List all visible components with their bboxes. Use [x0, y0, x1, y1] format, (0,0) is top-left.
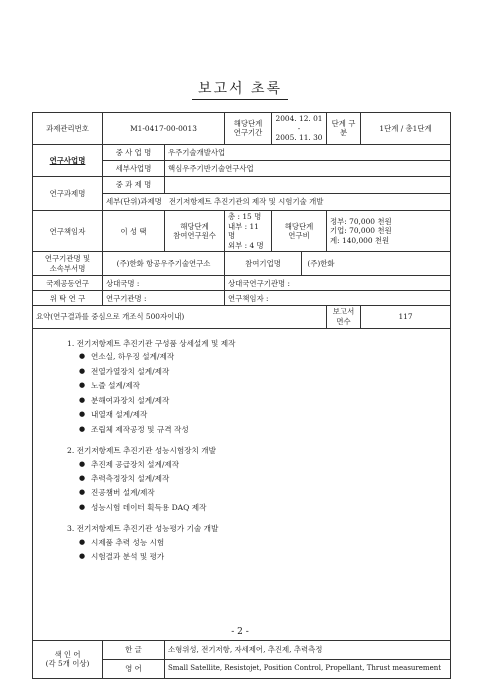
section-list: [79, 538, 444, 562]
org-label: 연구기관명 및 소속부서명: [33, 252, 103, 276]
table-row: [33, 176, 451, 193]
keywords-ko-label: 한 글: [103, 640, 165, 659]
researcher-count-value: 총 : 15 명 내부 : 11 명 외부 : 4 명: [225, 210, 272, 252]
pages-value: 117: [361, 306, 451, 328]
list-item: ● 시험결과 분석 및 평가: [79, 552, 444, 561]
intl-partner: 상대국명 :: [103, 276, 225, 291]
mid-program-label: 중 사 업 명: [103, 144, 165, 160]
partner-value: (주)한화: [302, 252, 451, 276]
list-item: ● 추진제 공급장치 설계/제작: [79, 460, 444, 469]
summary-section: [67, 339, 444, 434]
big-project-label: 중 과 제 명: [103, 176, 165, 193]
intl-label: 국제공동연구: [33, 276, 103, 291]
keywords-en-value: Small Satellite, Resistojet, Position Control, Propellant, Thrust measurement: [165, 659, 451, 678]
list-item: ● 시제품 추력 성능 시험: [79, 538, 444, 547]
period-label: 해당단계 연구기간: [225, 113, 272, 145]
stage-label: 단계 구분: [327, 113, 361, 145]
detail-project: 세부(단위)과제명 전기저항제트 추진기관의 제작 및 시험기술 개발: [103, 193, 451, 210]
keywords-ko-value: 소형위성, 전기저항, 자세제어, 추진제, 추력측정: [165, 640, 451, 659]
big-project-value: [165, 176, 451, 193]
program-label: 연구사업명: [33, 144, 103, 176]
researcher-count-label: 해당단계 참여연구원수: [165, 210, 225, 252]
cost-value: 정부: 70,000 천원 기업: 70,000 천원 계: 140,000 천원: [327, 210, 451, 252]
pages-label: 보고서 면수: [327, 306, 361, 328]
researcher-name: 이 성 택: [103, 210, 165, 252]
consign-org: 연구기관명 :: [103, 291, 225, 306]
sub-program-value: 핵심우주기반기술연구사업: [165, 160, 451, 176]
section-list: [79, 460, 444, 513]
list-item: ● 성능시험 데이터 획득용 DAQ 제작: [79, 503, 444, 512]
mid-program-value: 우주기술개발사업: [165, 144, 451, 160]
table-row: [33, 306, 451, 328]
table-row: [33, 144, 451, 160]
page-title: 보고서 초록: [0, 78, 480, 98]
project-label: 연구과제명: [33, 176, 103, 210]
list-item: ● 전열가열장치 설계/제작: [79, 367, 444, 376]
consign-lead: 연구책임자 :: [225, 291, 451, 306]
section-title: 1. 전기저항제트 추진기관 구성품 상세설계 및 제작: [67, 338, 236, 348]
table-row: [33, 291, 451, 306]
stage-value: 1단계 / 총1단계: [361, 113, 451, 145]
page-number: - 2 -: [231, 627, 249, 637]
table-row: [33, 328, 451, 640]
list-item: ● 조립체 제작공정 및 규격 작성: [79, 425, 444, 434]
summary-body: [33, 328, 451, 640]
summary-label: 요약(연구결과를 중심으로 개조식 500자이내): [33, 306, 327, 328]
consign-label: 위 탁 연 구: [33, 291, 103, 306]
mgmt-no-value: M1-0417-00-0013: [103, 113, 225, 145]
section-list: [79, 352, 444, 434]
summary-section: [67, 446, 444, 512]
researcher-label: 연구책임자: [33, 210, 103, 252]
keywords-label: 색 인 어 (각 5개 이상): [33, 640, 103, 678]
list-item: ● 노즐 설계/제작: [79, 381, 444, 390]
sub-program-label: 세부사업명: [103, 160, 165, 176]
partner-label: 참여기업명: [225, 252, 302, 276]
cost-label: 해당단계 연구비: [272, 210, 327, 252]
list-item: ● 분해여과장치 설계/제작: [79, 396, 444, 405]
summary-section: [67, 524, 444, 561]
table-row: [33, 276, 451, 291]
list-item: ● 내열재 설계/제작: [79, 410, 444, 419]
table-row: [33, 113, 451, 145]
list-item: ● 진공챔버 설계/제작: [79, 488, 444, 497]
list-item: ● 연소실, 하우징 설계/제작: [79, 352, 444, 361]
list-item: ● 추력측정장치 설계/제작: [79, 474, 444, 483]
report-abstract-table: [32, 112, 451, 679]
mgmt-no-label: 과제관리번호: [33, 113, 103, 145]
intl-partner-org: 상대국연구기관명 :: [225, 276, 451, 291]
table-row: [33, 252, 451, 276]
org-value: (주)한화 항공우주기술연구소: [103, 252, 225, 276]
table-row: [33, 210, 451, 252]
section-title: 2. 전기저항제트 추진기관 성능시험장치 개발: [67, 446, 216, 456]
table-row: [33, 640, 451, 659]
period-value: 2004. 12. 01 - 2005. 11. 30: [272, 113, 327, 145]
section-title: 3. 전기저항제트 추진기관 성능평가 기술 개발: [67, 524, 219, 534]
keywords-en-label: 영 어: [103, 659, 165, 678]
